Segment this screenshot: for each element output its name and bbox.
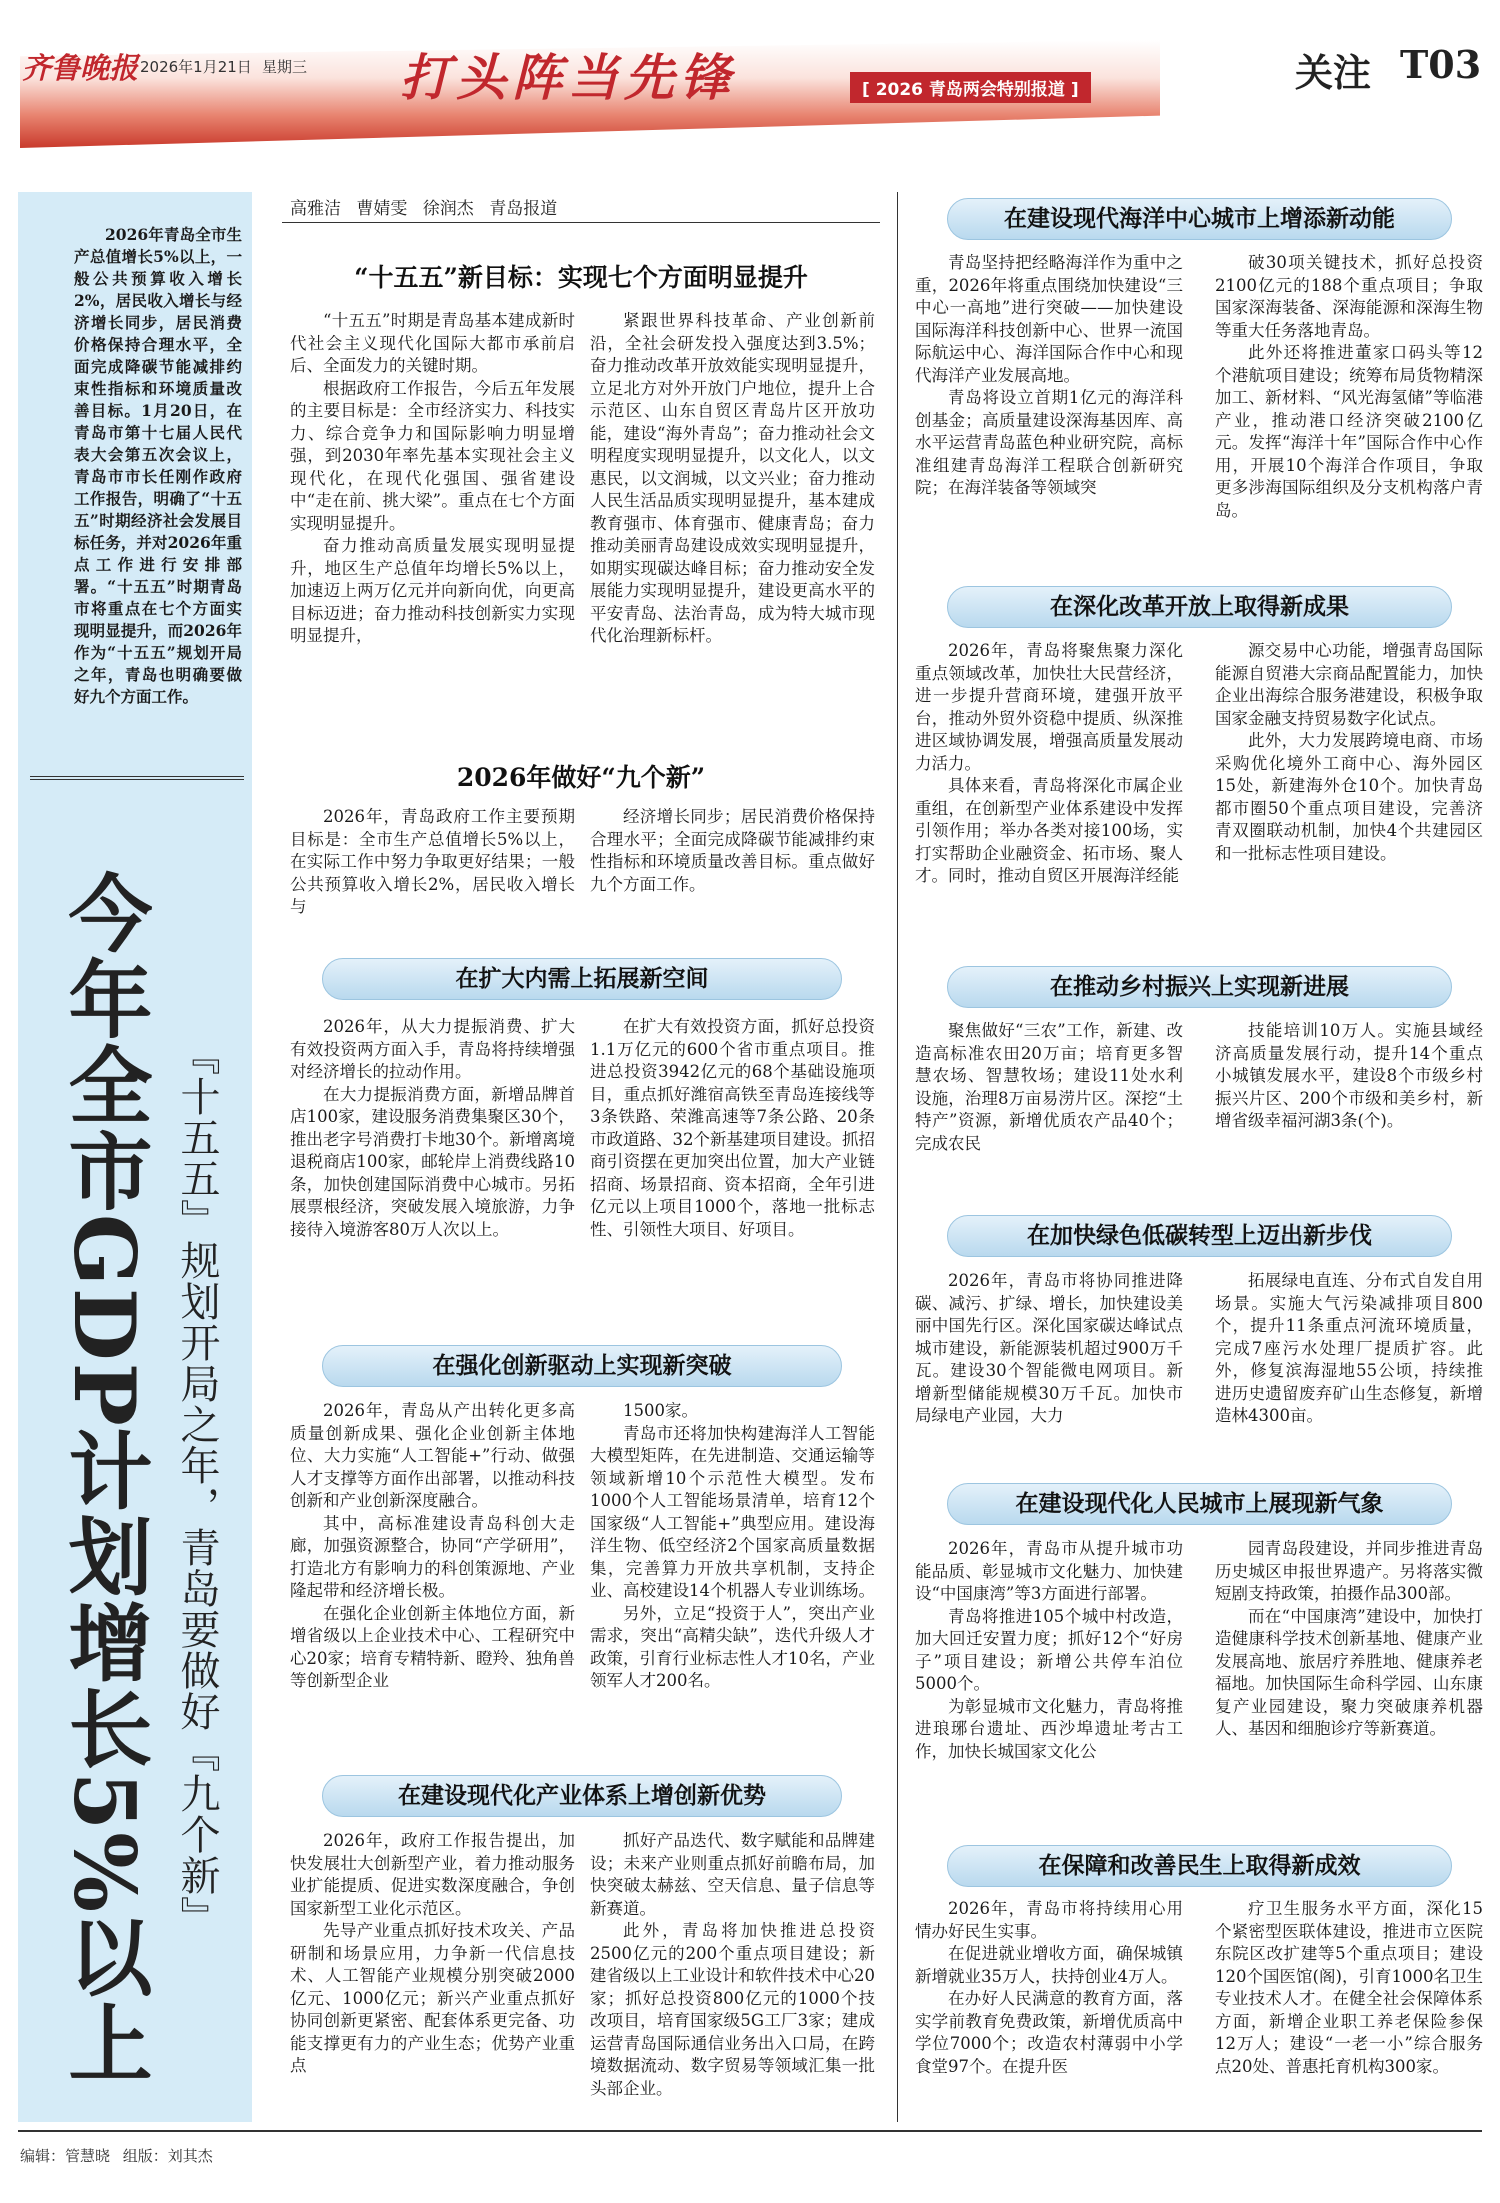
paragraph: 2026年，青岛市将持续用心用情办好民生实事。 — [915, 1899, 1183, 1941]
paragraph: 另外，立足“投资于人”，突出产业需求，突出“高精尖缺”，迭代升级人才政策，引育行业标志性人才10名，产业领军人才200名。 — [590, 1603, 875, 1690]
paragraph: 根据政府工作报告，今后五年发展的主要目标是：全市经济实力、科技实力、综合竞争力和国际影响力明显增强，到2030年率先基本实现社会主义现代化，在现代化强国、强省建设中“走在前、挑大梁”。重点在七个方面实现明显提升。 — [290, 378, 575, 533]
lead-divider — [30, 776, 244, 780]
green-col-1 — [915, 1270, 1183, 1428]
paragraph: 源交易中心功能，增强青岛国际能源自贸港大宗商品配置能力，加快企业出海综合服务港建设，积极争取国家金融支持贸易数字化试点。 — [1215, 641, 1483, 728]
nine-heading: 2026年做好“九个新” — [456, 763, 706, 792]
paragraph: 2026年，青岛市从提升城市功能品质、彰显城市文化魅力、加快建设“中国康湾”等3方面进行部署。 — [915, 1539, 1183, 1603]
rural-col-1 — [915, 1020, 1183, 1155]
special-report-label: [ 2026 青岛两会特别报道 ] — [850, 72, 1091, 103]
paragraph: 疗卫生服务水平方面，深化15个紧密型医联体建设，推进市立医院东院区改扩建等5个重点项目；建设120个国医馆(阁)，引育1000名卫生专业技术人才。在健全社会保障体系方面，新增企业职工养老保险参保12万人；建设“一老一小”综合服务点20处、普惠托育机构300家。 — [1215, 1899, 1483, 2076]
demand-heading-pill — [322, 958, 842, 1000]
page-number: T03 — [1400, 42, 1482, 87]
paragraph: 紧跟世界科技革命、产业创新前沿，全社会研发投入强度达到3.5%；奋力推动改革开放效能实现明显提升，立足北方对外开放门户地位，提升上合示范区、山东自贸区青岛片区开放功能，建设“海外青岛”；奋力推动社会文明程度实现明显提升，以文化人，以文惠民，以文润城，以文兴业；奋力推动人民生活品质实现明显提升，基本建成教育强市、体育强市、健康青岛；奋力推动美丽青岛建设成效实现明显提升，如期实现碳达峰目标；奋力推动安全发展能力实现明显提升，建设更高水平的平安青岛、法治青岛，成为特大城市现代化治理新标杆。 — [590, 311, 875, 645]
goals-col-2 — [590, 310, 875, 648]
demand-col-1 — [290, 1016, 575, 1241]
ocean-col-1 — [915, 252, 1183, 500]
industry-heading: 在建设现代化产业体系上增创新优势 — [398, 1782, 766, 1809]
paragraph: 其中，高标准建设青岛科创大走廊，加强资源整合，协同“产学研用”，打造北方有影响力的科创策源地、产业隆起带和经济增长极。 — [290, 1513, 575, 1600]
innovation-col-1 — [290, 1400, 575, 1693]
reform-col-2 — [1215, 640, 1483, 865]
demand-col-2 — [590, 1016, 875, 1241]
paragraph: 在扩大有效投资方面，抓好总投资1.1万亿元的600个省市重点项目。推进总投资3942亿元的68个基础设施项目，重点抓好潍宿高铁至青岛连接线等3条铁路、荣潍高速等7条公路、20条市政道路、32个新基建项目建设。抓招商引资摆在更加突出位置，加大产业链招商、场景招商、资本招商，全年引进亿元以上项目1000个，落地一批标志性、引领性大项目、好项目。 — [590, 1017, 875, 1239]
livelihood-col-2 — [1215, 1898, 1483, 2078]
editor-credits: 编辑：管慧晓 组版：刘其杰 — [20, 2147, 213, 2165]
paragraph: 2026年，从大力提振消费、扩大有效投资两方面入手，青岛将持续增强对经济增长的拉动作用。 — [290, 1017, 575, 1081]
paragraph: 1500家。 — [623, 1401, 698, 1420]
city-col-2 — [1215, 1538, 1483, 1741]
livelihood-heading-pill — [947, 1845, 1452, 1887]
city-heading-pill — [947, 1483, 1452, 1525]
header-slogan: 打头阵当先锋 — [400, 48, 736, 107]
goals-heading: “十五五”新目标：实现七个方面明显提升 — [354, 263, 808, 292]
innovation-heading-pill — [322, 1345, 842, 1387]
paragraph: 在促进就业增收方面，确保城镇新增就业35万人，扶持创业4万人。 — [915, 1944, 1183, 1986]
paragraph: 此外，青岛将加快推进总投资2500亿元的200个重点项目建设；新建省级以上工业设计和软件技术中心20家；抓好总投资800亿元的1000个技改项目，培育国家级5G工厂3家；建成运营青岛国际通信业务出入口局，在跨境数据流动、数字贸易等领域汇集一批头部企业。 — [590, 1921, 875, 2098]
page-header — [0, 0, 1500, 150]
paragraph: 此外，大力发展跨境电商、市场采购优化境外工商中心、海外园区15处，新建海外仓10个。加快青岛都市圈50个重点项目建设，完善济青双圈联动机制，加快4个共建园区和一批标志性项目建设。 — [1215, 731, 1483, 863]
paragraph: 青岛将推进105个城中村改造，加大回迁安置力度；抓好12个“好房子”项目建设；新增公共停车泊位5000个。 — [915, 1606, 1183, 1693]
industry-col-2 — [590, 1830, 875, 2100]
paragraph: 技能培训10万人。实施县域经济高质量发展行动，提升14个重点小城镇发展水平，建设8个市级乡村振兴片区、200个市级和美乡村，新增省级幸福河湖3条(个)。 — [1215, 1021, 1483, 1130]
paragraph: 2026年，青岛将聚焦聚力深化重点领域改革，加快壮大民营经济，进一步提升营商环境，建强开放平台，推动外贸外资稳中提质、纵深推进区域协调发展，增强高质量发展动力活力。 — [915, 641, 1183, 773]
nine-col-2 — [590, 806, 875, 896]
paragraph: 为彰显城市文化魅力，青岛将推进琅琊台遗址、西沙埠遗址考古工作，加快长城国家文化公 — [915, 1696, 1183, 1761]
reform-heading-pill — [947, 586, 1452, 628]
paragraph: 在大力提振消费方面，新增品牌首店100家，建设服务消费集聚区30个，推出老字号消费打卡地30个。新增离境退税商店100家，邮轮岸上消费线路10条，加快创建国际消费中心城市。另拓展票根经济，突破发展入境旅游，力争接待入境游客80万人次以上。 — [290, 1084, 575, 1239]
reform-col-1 — [915, 640, 1183, 888]
lead-summary: 2026年青岛全市生产总值增长5%以上，一般公共预算收入增长2%，居民收入增长与经济增长同步，居民消费价格保持合理水平，全面完成降碳节能减排约束性指标和环境质量改善目标。1月20日，在青岛市第十七届人民代表大会第五次会议上，青岛市市长任刚作政府工作报告，明确了“十五五”时期经济社会发展目标任务，并对2026年重点工作进行安排部署。“十五五”时期青岛市将重点在七个方面实现明显提升，而2026年作为“十五五”规划开局之年，青岛也明确要做好九个方面工作。 — [74, 225, 242, 706]
footer-divider — [18, 2130, 1482, 2132]
paragraph: 拓展绿电直连、分布式自发自用场景。实施大气污染减排项目800个，提升11条重点河流环境质量，完成7座污水处理厂提质扩容。此外，修复滨海湿地55公顷，持续推进历史遗留废弃矿山生态修复，新增造林4300亩。 — [1215, 1271, 1483, 1425]
paragraph: 抓好产品迭代、数字赋能和品牌建设；未来产业则重点抓好前瞻布局，加快突破太赫兹、空天信息、量子信息等新赛道。 — [590, 1831, 875, 1918]
demand-heading: 在扩大内需上拓展新空间 — [455, 965, 709, 992]
paragraph: 2026年，政府工作报告提出，加快发展壮大创新型产业，着力推动服务业扩能提质、促进实数深度融合，争创国家新型工业化示范区。 — [290, 1831, 575, 1918]
industry-col-1 — [290, 1830, 575, 2078]
paragraph: 聚焦做好“三农”工作，新建、改造高标准农田20万亩；培育更多智慧农场、智慧牧场；建设11处水利设施，治理8万亩易涝片区。深挖“土特产”资源，新增优质农产品40个；完成农民 — [915, 1021, 1183, 1153]
industry-heading-pill — [322, 1775, 842, 1817]
paragraph: 此外还将推进董家口码头等12个港航项目建设；统筹布局货物精深加工、新材料、“风光海氢储”等临港产业，推动港口经济突破2100亿元。发挥“海洋十年”国际合作中心作用，开展10个海洋合作项目，争取更多涉海国际组织及分支机构落户青岛。 — [1215, 343, 1483, 520]
rural-col-2 — [1215, 1020, 1483, 1133]
column-divider — [897, 192, 898, 2122]
livelihood-heading: 在保障和改善民生上取得新成效 — [1038, 1852, 1361, 1879]
sub-headline: 『十五五』规划开局之年，青岛要做好『九个新』 — [174, 1035, 220, 1937]
city-heading: 在建设现代化人民城市上展现新气象 — [1015, 1490, 1384, 1517]
paragraph: 2026年，青岛政府工作主要预期目标是：全市生产总值增长5%以上，在实际工作中努力争取更好结果；一般公共预算收入增长2%，居民收入增长与 — [290, 807, 575, 916]
paragraph: 在强化企业创新主体地位方面，新增省级以上企业技术中心、工程研究中心20家；培育专精特新、瞪羚、独角兽等创新型企业 — [290, 1603, 575, 1690]
paragraph: 青岛将设立首期1亿元的海洋科创基金；高质量建设深海基因库、高水平运营青岛蓝色种业研究院，高标准组建青岛海洋工程联合创新研究院；在海洋装备等领域突 — [915, 388, 1183, 497]
issue-weekday: 星期三 — [262, 58, 308, 76]
paragraph: 具体来看，青岛将深化市属企业重组，在创新型产业体系建设中发挥引领作用；举办各类对接100场，实打实帮助企业融资金、拓市场、聚人才。同时，推动自贸区开展海洋经能 — [915, 776, 1183, 885]
livelihood-col-1 — [915, 1898, 1183, 2078]
green-col-2 — [1215, 1270, 1483, 1428]
nine-col-1 — [290, 806, 575, 919]
paragraph: 先导产业重点抓好技术攻关、产品研制和场景应用，力争新一代信息技术、人工智能产业规模分别突破2000亿元、1000亿元；新兴产业重点抓好协同创新更紧密、配套体系更完备、功能支撑更有力的产业生态；优势产业重点 — [290, 1921, 575, 2075]
paragraph: 奋力推动高质量发展实现明显提升，地区生产总值年均增长5%以上，加速迈上两万亿元并向新向优，向更高目标迈进；奋力推动科技创新实力实现明显提升， — [290, 536, 575, 645]
main-headline: 今年全市GDP计划增长5%以上 — [55, 870, 154, 2087]
paragraph: 而在“中国康湾”建设中，加快打造健康科学技术创新基地、健康产业发展高地、旅居疗养胜地、健康养老福地。加快国际生命科学园、山东康复产业园建设，聚力突破康养机器人、基因和细胞诊疗等新赛道。 — [1215, 1606, 1483, 1738]
ocean-col-2 — [1215, 252, 1483, 522]
paragraph: 破30项关键技术，抓好总投资2100亿元的188个重点项目；争取国家深海装备、深海能源和深海生物等重大任务落地青岛。 — [1215, 253, 1483, 340]
paragraph: 2026年，青岛市将协同推进降碳、减污、扩绿、增长，加快建设美丽中国先行区。深化国家碳达峰试点城市建设，新能源装机超过900万千瓦。建设30个智能微电网项目。新增新型储能规模30万千瓦。加快市局绿电产业园，大力 — [915, 1271, 1183, 1425]
ocean-heading: 在建设现代海洋中心城市上增添新动能 — [1004, 205, 1395, 232]
paragraph: 青岛市还将加快构建海洋人工智能大模型矩阵，在先进制造、交通运输等领域新增10个示范性大模型。发布1000个人工智能场景清单，培育12个国家级“人工智能+”典型应用。建设海洋生物、低空经济2个国家高质量数据集，完善算力开放共享机制，支持企业、高校建设14个机器人专业训练场。 — [590, 1423, 875, 1600]
byline-divider — [282, 222, 880, 223]
byline: 高雅洁 曹婧雯 徐润杰 青岛报道 — [290, 199, 558, 219]
paragraph: 园青岛段建设，并同步推进青岛历史城区申报世界遗产。另将落实微短剧支持政策，拍摄作品300部。 — [1215, 1539, 1483, 1603]
paragraph: 青岛坚持把经略海洋作为重中之重，2026年将重点围绕加快建设“三中心一高地”进行突破——加快建设国际海洋科技创新中心、世界一流国际航运中心、海洋国际合作中心和现代海洋产业发展高地。 — [915, 253, 1183, 385]
city-col-1 — [915, 1538, 1183, 1763]
issue-date: 2026年1月21日 — [140, 58, 252, 76]
paragraph: 经济增长同步；居民消费价格保持合理水平；全面完成降碳节能减排约束性指标和环境质量改善目标。重点做好九个方面工作。 — [590, 807, 875, 894]
innovation-col-2 — [590, 1400, 875, 1693]
paragraph: 2026年，青岛从产出转化更多高质量创新成果、强化企业创新主体地位、大力实施“人工智能+”行动、做强人才支撑等方面作出部署，以推动科技创新和产业创新深度融合。 — [290, 1401, 575, 1510]
rural-heading: 在推动乡村振兴上实现新进展 — [1050, 973, 1349, 1000]
green-heading-pill — [947, 1215, 1452, 1257]
section-name: 关注 — [1295, 50, 1372, 95]
ocean-heading-pill — [947, 198, 1452, 240]
paragraph: 在办好人民满意的教育方面，落实学前教育免费政策，新增优质高中学位7000个；改造农村薄弱中小学食堂97个。在提升医 — [915, 1989, 1183, 2076]
innovation-heading: 在强化创新驱动上实现新突破 — [432, 1352, 732, 1379]
green-heading: 在加快绿色低碳转型上迈出新步伐 — [1027, 1222, 1372, 1249]
goals-col-1 — [290, 310, 575, 648]
newspaper-brand: 齐鲁晚报 — [22, 51, 139, 85]
paragraph: “十五五”时期是青岛基本建成新时代社会主义现代化国际大都市承前启后、全面发力的关键时期。 — [290, 311, 575, 375]
reform-heading: 在深化改革开放上取得新成果 — [1050, 593, 1349, 620]
rural-heading-pill — [947, 966, 1452, 1008]
